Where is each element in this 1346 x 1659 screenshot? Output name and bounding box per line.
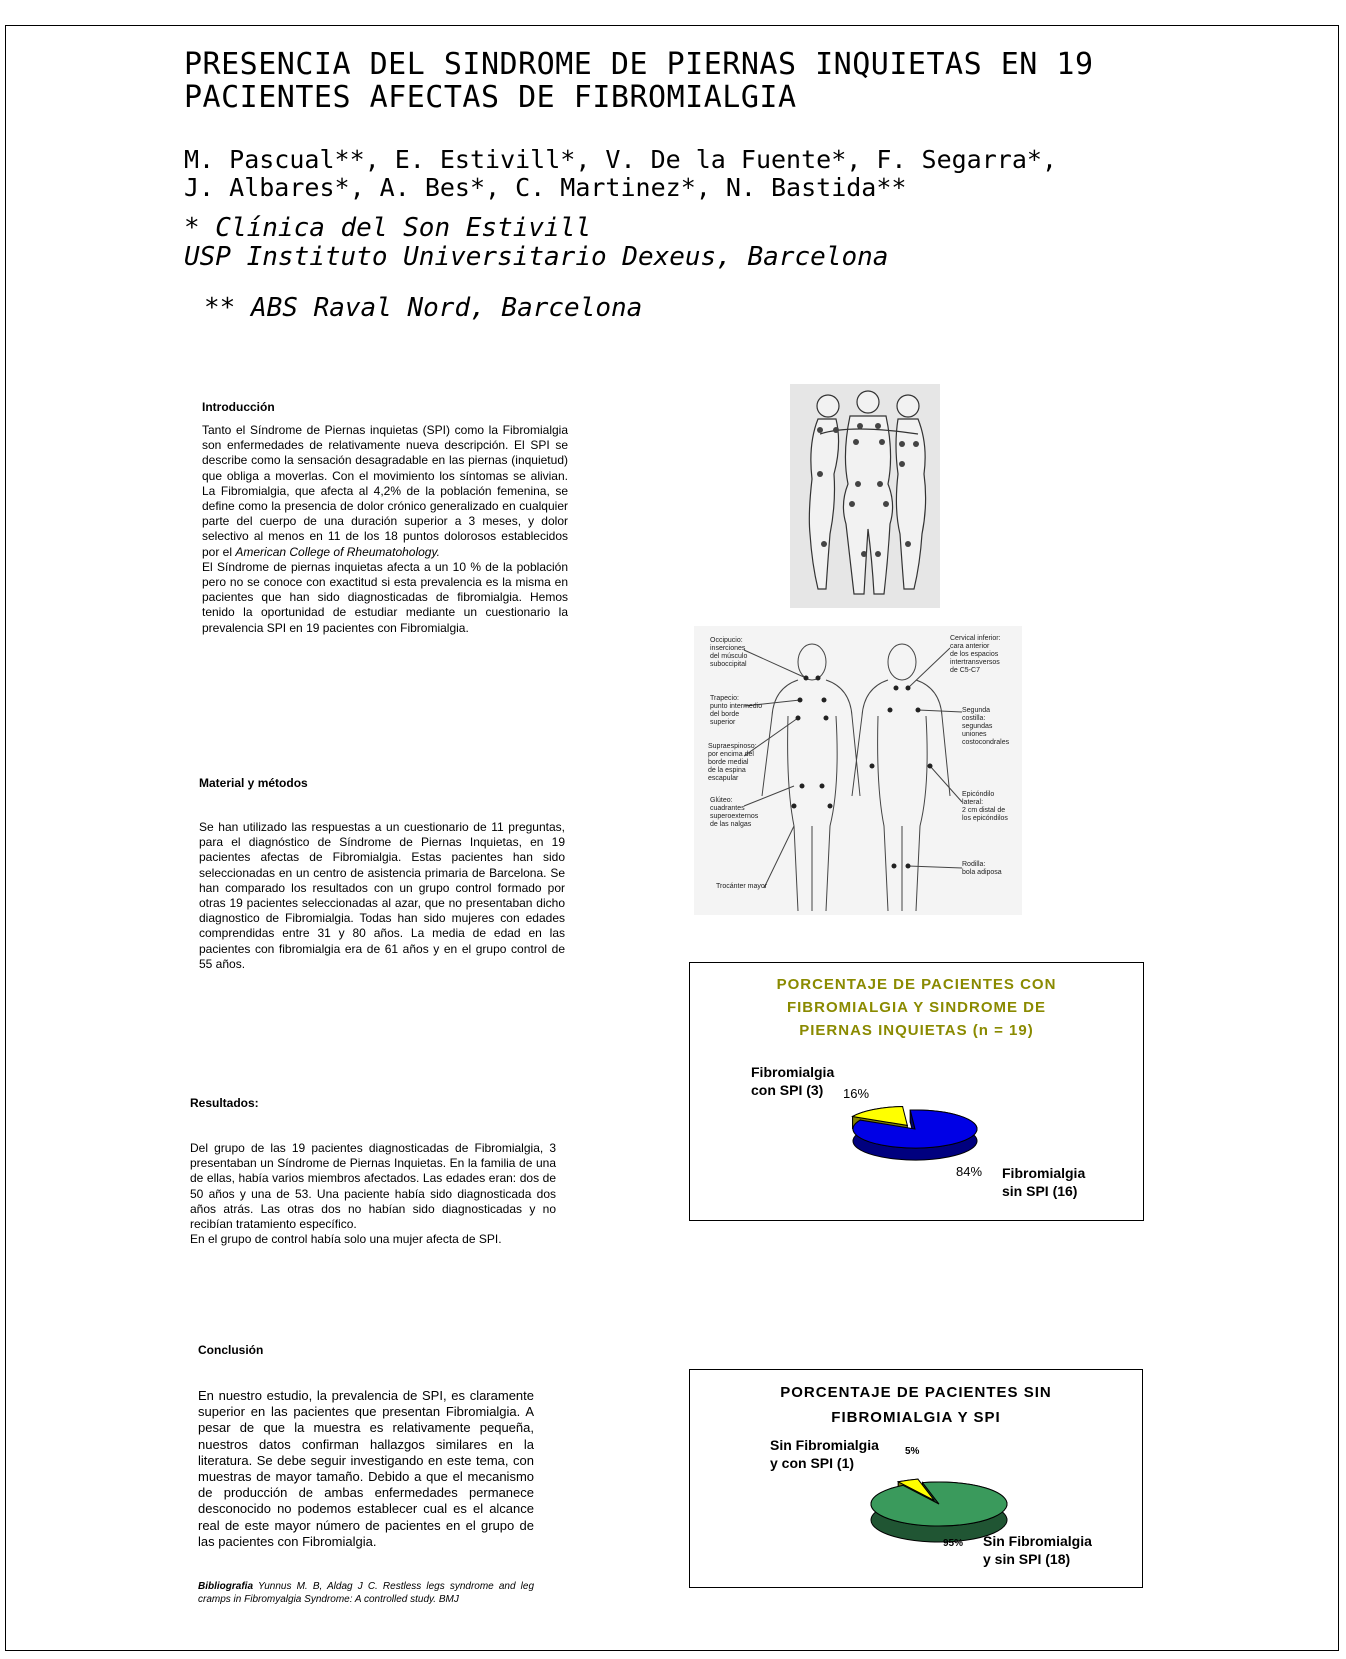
chart2-pct-without-spi: 95%: [943, 1538, 964, 1549]
results-heading: Resultados:: [190, 1096, 259, 1110]
conclusion-heading: Conclusión: [198, 1343, 264, 1357]
affiliation-2: [204, 294, 642, 323]
tender-points-figure-diagram: [694, 626, 1022, 915]
diagram-label-line: del borde: [710, 711, 740, 718]
diagram-label-line: bola adiposa: [962, 869, 1002, 876]
methods-text: [199, 820, 565, 972]
chart1-pct-with-spi: 16%: [843, 1086, 870, 1101]
diagram-label-line: intertransversos: [950, 659, 1000, 666]
bibliography: [198, 1580, 534, 1606]
diagram-label-line: lateral:: [962, 799, 984, 806]
diagram-label-line: borde medial: [708, 759, 749, 766]
diagram-label-line: los epicóndilos: [962, 815, 1008, 822]
diagram-label-line: cuadrantes: [710, 805, 745, 812]
diagram-label-trocanter: [716, 883, 768, 890]
intro-paragraph-1: [202, 423, 568, 560]
methods-paragraph-1: Se han utilizado las respuestas a un cuestionario de 11 preguntas, para el diagnóstico de Síndrome de Piernas Inquietas, en 19 pacientes afectas de Fibromialgia. Estas pacientes han sido seleccionadas en un centro de asistencia primaria de Barcelona. Se han comparado los resultados con un grupo control formado por otras 19 pacientes seleccionadas al azar, que no presentaban dicho diagnostico de Fibromialgia. Todas han sido mujeres con edades comprendidas entre 31 y 80 años. La media de edad en las pacientes con fibromialgia era de 61 años y en el grupo control de 55 años.: [199, 820, 565, 971]
intro-p1-italic: American College of Rheumatohology.: [235, 544, 440, 559]
diagram-label-line: 2 cm distal de: [962, 807, 1006, 814]
diagram-label-line: de C5-C7: [950, 667, 980, 674]
authors: [184, 146, 1057, 202]
authors-line-1: M. Pascual**, E. Estivill*, V. De la Fuente*, F. Segarra*,: [184, 145, 1057, 174]
intro-heading: Introducción: [202, 400, 275, 414]
diagram-label-line: del músculo: [710, 653, 748, 660]
diagram-label-segunda: [962, 707, 1010, 746]
chart2-label-with-spi-line-2: y con SPI (1): [770, 1455, 855, 1471]
affiliation-usp: USP Instituto Universitario Dexeus, Barcelona: [184, 242, 889, 272]
chart1-title-line-1: PORCENTAJE DE PACIENTES CON: [776, 976, 1057, 993]
diagram-label-line: Trocánter mayor: [716, 883, 768, 890]
diagram-label-line: uniones: [962, 731, 987, 738]
pie-slice-1: [871, 1482, 1007, 1526]
chart2-label-without-spi-line-2: y sin SPI (18): [983, 1551, 1071, 1567]
affiliation-abs: ** ABS Raval Nord, Barcelona: [204, 293, 643, 323]
conclusion-paragraph-1: En nuestro estudio, la prevalencia de SPI, es claramente superior en las pacientes que presentan Fibromialgia. A pesar de que la muestra es relativamente pequeña, nuestros datos confirman hallazgos similares en la literatura. Se debe seguir investigando en este tema, con muestras de mayor tamaño. Debido a que el mecanismo de producción de ambas enfermedades permanece desconocido no podemos establecer cual es el alcance real de este mayor número de pacientes en el grupo de las pacientes con Fibromialgia.: [198, 1388, 534, 1549]
chart2-label-without-spi-line-1: Sin Fibromialgia: [983, 1533, 1092, 1549]
diagram-label-line: segundas: [962, 723, 993, 730]
chart2-label-with-spi-line-1: Sin Fibromialgia: [770, 1437, 879, 1453]
bibliography-paragraph: [198, 1580, 534, 1606]
intro-paragraph-2: El Síndrome de piernas inquietas afecta a un 10 % de la población pero no se conoce con exactitud si esta prevalencia es la misma en pacientes que han sido diagnosticadas de fibromialgia. Hemos tenido la oportunidad de estudiar mediante un cuestionario la prevalencia SPI en 19 pacientes con Fibromialgia.: [202, 559, 568, 635]
diagram-label-line: de los espacios: [950, 651, 999, 658]
affiliation-1: [184, 214, 888, 272]
diagram-label-line: costocondrales: [962, 739, 1010, 746]
chart1-label-without-spi-line-2: sin SPI (16): [1002, 1183, 1078, 1199]
diagram-label-line: punto intermedio: [710, 703, 763, 710]
chart1-label-without-spi: [1002, 1164, 1085, 1200]
diagram-label-line: Rodilla:: [962, 861, 986, 868]
intro-text: [202, 423, 568, 636]
diagram-label-line: superior: [710, 719, 736, 726]
diagram-label-rodilla: [962, 861, 1002, 876]
chart2-pct-with-spi: 5%: [905, 1446, 920, 1457]
chart-with-fibromyalgia: [689, 962, 1144, 1221]
chart2-label-without-spi: [983, 1532, 1092, 1568]
methods-heading: Material y métodos: [199, 776, 308, 790]
results-paragraph-2: En el grupo de control había solo una mujer afecta de SPI.: [190, 1232, 502, 1247]
chart1-title-line-2: FIBROMIALGIA Y SINDROME DE: [786, 999, 1047, 1016]
chart1-label-with-spi-line-2: con SPI (3): [751, 1082, 824, 1098]
diagram-label-line: Glúteo:: [710, 797, 733, 804]
bibliography-label: Bibliografia: [198, 1581, 254, 1592]
intro-p1-text: Tanto el Síndrome de Piernas inquietas (SPI) como la Fibromialgia son enfermedades de relativamente nueva descripción. El SPI se describe como la sensación desagradable en las piernas (inquietud) que obliga a moverlas. Con el movimiento los síntomas se alivian. La Fibromialgia, que afecta al 4,2% de la población femenina, se define como la presencia de dolor crónico generalizado en cualquier parte del cuerpo de una duración superior a 3 meses, y dolor selectivo al menos en 11 de los 18 puntos dolorosos establecidos por el: [202, 423, 568, 559]
diagram-label-supraespinoso: [708, 743, 757, 782]
diagram-label-line: Occipucio:: [710, 637, 743, 644]
diagram-label-line: inserciones: [710, 645, 746, 652]
tender-points-figure-women: [790, 384, 940, 608]
tender-points-diagram: [694, 626, 1022, 915]
diagram-label-cervical: [950, 635, 1001, 674]
diagram-label-line: por encima del: [708, 751, 754, 758]
chart1-label-with-spi-line-1: Fibromialgia: [751, 1064, 835, 1080]
diagram-label-line: cara anterior: [950, 643, 990, 650]
poster-title: [184, 48, 1174, 114]
diagram-label-line: Epicóndilo: [962, 791, 995, 798]
title-line-2: PACIENTES AFECTAS DE FIBROMIALGIA: [184, 80, 797, 115]
diagram-label-line: Segunda: [962, 707, 991, 714]
diagram-label-line: superoexternos: [710, 813, 759, 820]
chart1-label-without-spi-line-1: Fibromialgia: [1002, 1165, 1086, 1181]
diagram-label-line: Trapecio:: [710, 695, 739, 702]
diagram-label-line: escapular: [708, 775, 739, 782]
chart1-pct-without-spi: 84%: [956, 1164, 983, 1179]
chart-without-fibromyalgia: [689, 1369, 1143, 1588]
diagram-label-line: Supraespinoso:: [708, 743, 757, 750]
women-illustration: [790, 384, 940, 608]
diagram-label-line: de las nalgas: [710, 821, 752, 828]
diagram-label-occipucio: [710, 637, 747, 668]
chart1-title-line-3: PIERNAS INQUIETAS (n = 19): [799, 1022, 1034, 1039]
diagram-label-line: suboccipital: [710, 661, 747, 668]
authors-line-2: J. Albares*, A. Bes*, C. Martinez*, N. Bastida**: [184, 173, 907, 202]
title-line-1: PRESENCIA DEL SINDROME DE PIERNAS INQUIETAS EN 19: [184, 47, 1094, 82]
results-text: [190, 1141, 556, 1247]
affiliation-clinica: * Clínica del Son Estivill: [184, 213, 591, 243]
results-paragraph-1: Del grupo de las 19 pacientes diagnosticadas de Fibromialgia, 3 presentaban un Síndrome de Piernas Inquietas. En la familia de una de ellas, había varios miembros afectados. Las edades eran: dos de 50 años y una de 53. Una paciente había sido diagnosticada dos años atrás. Las otras dos no habían sido diagnosticadas y no recibían tratamiento específico.: [190, 1141, 556, 1232]
diagram-label-line: de la espina: [708, 767, 746, 774]
diagram-label-gluteo: [710, 797, 759, 828]
chart2-title-line-1: PORCENTAJE DE PACIENTES SIN: [780, 1384, 1052, 1401]
diagram-label-line: Cervical inferior:: [950, 635, 1001, 642]
conclusion-text: [198, 1388, 534, 1550]
diagram-label-epicondilo: [962, 791, 1008, 822]
diagram-label-trapecio: [710, 695, 762, 726]
bibliography-text: Yunnus M. B, Aldag J C. Restless legs syndrome and leg cramps in Fibromyalgia Syndrome: A controlled study. BMJ: [198, 1581, 534, 1605]
chart2-title-line-2: FIBROMIALGIA Y SPI: [831, 1409, 1001, 1426]
diagram-label-line: costilla:: [962, 715, 986, 722]
